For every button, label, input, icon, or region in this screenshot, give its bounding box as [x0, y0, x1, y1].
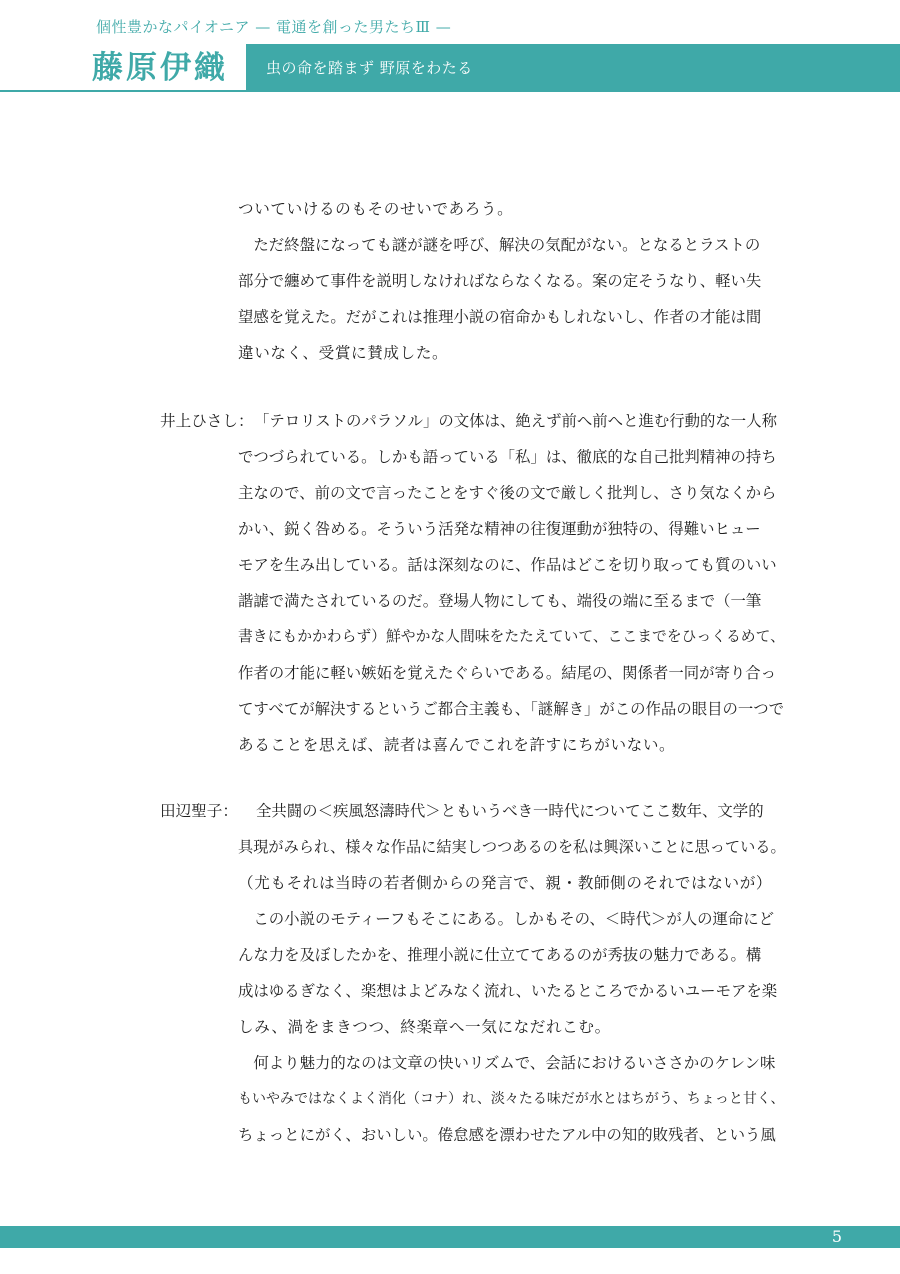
text-line: あることを思えば、読者は喜んでこれを許すにちがいない。 — [238, 736, 676, 754]
text-line: 書きにもかかわらず）鮮やかな人間味をたたえていて、ここまでをひっくるめて、 — [238, 628, 785, 645]
text-line: 望感を覚えた。だがこれは推理小説の宿命かもしれないし、作者の才能は間 — [238, 308, 762, 326]
text-line: （尤もそれは当時の若者側からの発言で、親・教師側のそれではないが） — [238, 874, 773, 892]
text-line: 違いなく、受賞に賛成した。 — [238, 344, 449, 362]
text-line: ただ終盤になっても謎が謎を呼び、解決の気配がない。となるとラストの — [238, 236, 761, 254]
author-name: 藤原伊織 — [92, 50, 228, 86]
text-line: 全共闘の＜疾風怒濤時代＞ともいうべき一時代についてここ数年、文学的 — [256, 802, 764, 820]
text-line: 具現がみられ、様々な作品に結実しつつあるのを私は興深いことに思っている。 — [238, 838, 786, 856]
text-line: 部分で纏めて事件を説明しなければならなくなる。案の定そうなり、軽い失 — [238, 272, 762, 290]
series-title: 個性豊かなパイオニア — 電通を創った男たちⅢ — — [96, 18, 452, 36]
header-underline — [0, 90, 246, 92]
text-line: 諧謔で満たされているのだ。登場人物にしても、端役の端に至るまで（一筆 — [238, 592, 762, 610]
footer-bar — [0, 1226, 900, 1248]
text-line: 成はゆるぎなく、楽想はよどみなく流れ、いたるところでかるいユーモアを楽 — [238, 982, 778, 1000]
text-line: この小説のモティーフもそこにある。しかもその、＜時代＞が人の運命にど — [238, 910, 775, 928]
text-line: ちょっとにがく、おいしい。倦怠感を漂わせたアル中の知的敗残者、という風 — [238, 1126, 776, 1144]
text-line: モアを生み出している。話は深刻なのに、作品はどこを切り取っても質のいい — [238, 556, 777, 574]
page-number: 5 — [831, 1227, 842, 1246]
text-line: 作者の才能に軽い嫉妬を覚えたぐらいである。結尾の、関係者一同が寄り合っ — [238, 664, 777, 682]
text-line: んな力を及ぼしたかを、推理小説に仕立ててあるのが秀抜の魅力である。構 — [238, 946, 762, 964]
text-line: 主なので、前の文で言ったことをすぐ後の文で厳しく批判し、さり気なくから — [238, 484, 777, 502]
speaker-tanabe: 田辺聖子： — [160, 802, 238, 820]
text-line: 「テロリストのパラソル」の文体は、絶えず前へ前へと進む行動的な一人称 — [254, 412, 777, 430]
chapter-subtitle: 虫の命を踏まず 野原をわたる — [266, 59, 473, 77]
text-line: てすべてが解決するというご都合主義も、「謎解き」がこの作品の眼目の一つで — [238, 700, 785, 718]
text-line: 何より魅力的なのは文章の快いリズムで、会話におけるいささかのケレン味 — [238, 1054, 776, 1072]
text-line: でつづられている。しかも語っている「私」は、徹底的な自己批判精神の持ち — [238, 448, 777, 466]
text-line: しみ、渦をまきつつ、終楽章へ一気になだれこむ。 — [238, 1018, 611, 1036]
text-line: かい、鋭く咎める。そういう活発な精神の往復運動が独特の、得難いヒュー — [238, 520, 761, 538]
text-line: ついていけるのもそのせいであろう。 — [238, 200, 514, 218]
speaker-inoue: 井上ひさし： — [160, 412, 254, 430]
text-line: もいやみではなくよく消化（コナ）れ、淡々たる味だが水とはちがう、ちょっと甘く、 — [238, 1091, 785, 1107]
